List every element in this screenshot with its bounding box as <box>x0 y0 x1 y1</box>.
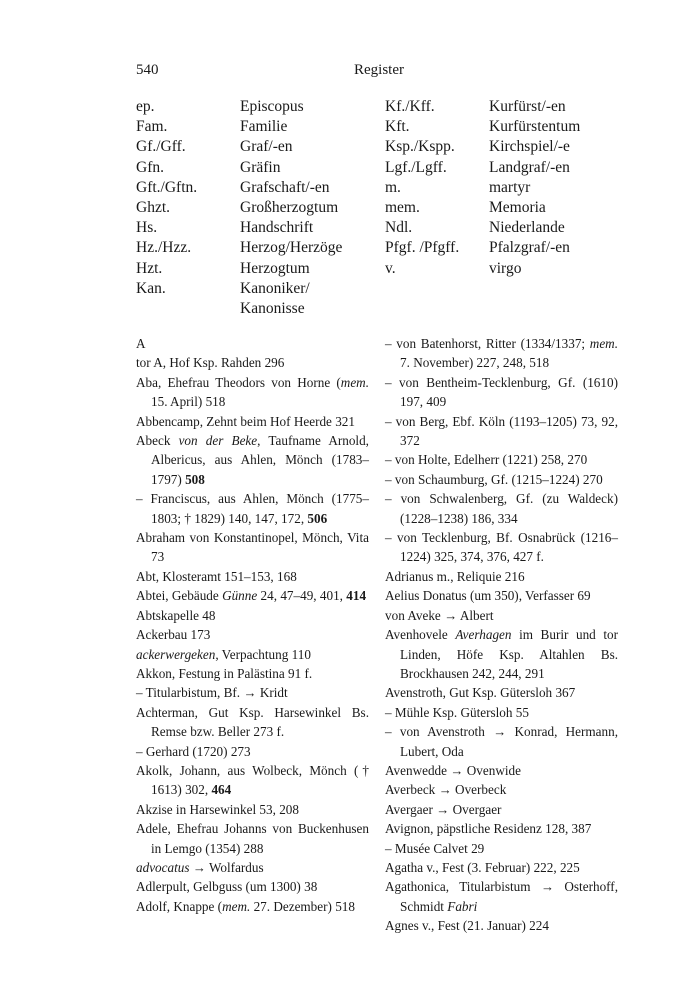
entry-text: Avergaer → Overgaer <box>385 801 502 817</box>
index-entry <box>385 528 618 567</box>
entry-text: Akolk, Johann, aus Wolbeck, Mönch († 1613) 302, <box>136 762 369 798</box>
entry-text: Abbencamp, Zehnt beim Hof Heerde 321 <box>136 413 355 429</box>
index-entry <box>136 703 369 742</box>
entry-text: , Taufname Arnold, Albericus, aus Ahlen, Mönch (1783–1797) <box>151 433 369 487</box>
abbreviation-row <box>136 97 342 117</box>
abbreviation-list-left <box>136 97 342 319</box>
entry-text: von der Beke <box>178 433 258 449</box>
entry-text: mem. <box>340 374 369 390</box>
entry-text: – von Bentheim-Tecklenburg, Gf. (1610) 197, 409 <box>385 374 618 410</box>
abbreviation-meaning: Herzogtum <box>240 259 310 277</box>
entry-text: Akzise in Harsewinkel 53, 208 <box>136 801 299 817</box>
index-entry <box>385 412 618 451</box>
entry-text: advocatus <box>136 859 190 875</box>
abbreviation: Hzt. <box>136 259 163 277</box>
index-entry <box>385 470 618 489</box>
index-entry <box>136 761 369 800</box>
index-entry <box>136 877 369 896</box>
entry-text: Agathonica, Titularbistum → Osterhoff, Schmidt <box>385 879 618 914</box>
index-entry <box>385 334 618 373</box>
entry-text: – von Avenstroth → Konrad, Hermann, Lubert, Oda <box>385 724 618 759</box>
abbreviation-meaning: Kurfürst/-en <box>489 98 566 115</box>
abbreviation: Kan. <box>136 279 166 297</box>
index-entry <box>136 683 369 702</box>
entry-text: 414 <box>346 588 367 604</box>
abbreviation-row <box>385 238 580 258</box>
abbreviation-row <box>136 137 342 157</box>
index-entry <box>385 916 618 935</box>
entry-text: Abt, Klosteramt 151–153, 168 <box>136 568 297 584</box>
index-entry <box>136 373 369 412</box>
index-entry <box>385 450 618 469</box>
entry-text: 27. Dezember) 518 <box>250 898 355 914</box>
entry-text: – Franciscus, aus Ahlen, Mönch (1775–1803; † 1829) 140, 147, 172, <box>136 491 369 526</box>
index-entry <box>136 625 369 644</box>
index-entry <box>385 586 618 605</box>
abbreviation: Gf./Gff. <box>136 138 186 156</box>
abbreviation: mem. <box>385 198 420 216</box>
abbreviation-meaning: Großherzogtum <box>240 198 339 216</box>
entry-text: mem. <box>222 898 251 914</box>
abbreviation: Lgf./Lgff. <box>385 158 447 176</box>
index-entry <box>136 664 369 683</box>
abbreviation-meaning: Kirchspiel/-e <box>489 138 570 156</box>
abbreviation: Ghzt. <box>136 198 171 216</box>
index-entry <box>385 819 618 838</box>
abbreviation-meaning: Gräfin <box>240 158 281 176</box>
entry-text: Abtei, Gebäude <box>136 588 223 604</box>
entry-text: Ackerbau 173 <box>136 627 211 643</box>
entry-text: Averbeck → Overbeck <box>385 782 507 798</box>
entry-text: – von Batenhorst, Ritter (1334/1337; <box>385 336 590 351</box>
abbreviation-row <box>385 259 580 279</box>
abbreviation: ep. <box>136 98 155 115</box>
index-entry <box>385 489 618 528</box>
entry-text: – Mühle Ksp. Gütersloh 55 <box>385 704 529 720</box>
abbreviation-meaning: Herzog/Herzöge <box>240 239 343 257</box>
abbreviation-row <box>385 198 580 218</box>
abbreviation: Gfn. <box>136 158 164 176</box>
abbreviation-row <box>136 279 342 299</box>
index-entry <box>136 489 369 528</box>
abbreviation-row <box>136 259 342 279</box>
abbreviation-row <box>136 178 342 198</box>
entry-text: 464 <box>211 782 232 798</box>
entry-text: Abeck <box>136 433 179 449</box>
abbreviation-row <box>136 299 342 319</box>
entry-text: – von Holte, Edelherr (1221) 258, 270 <box>385 452 588 468</box>
entry-text: Avignon, päpstliche Residenz 128, 387 <box>385 821 592 837</box>
entry-text: – von Berg, Ebf. Köln (1193–1205) 73, 92, 372 <box>385 413 618 449</box>
index-entry <box>385 800 618 819</box>
index-entry <box>385 761 618 780</box>
entry-text: tor A, Hof Ksp. Rahden 296 <box>136 355 285 371</box>
index-entry <box>385 683 618 702</box>
index-column-left <box>136 334 369 916</box>
entry-text: 15. April) 518 <box>151 394 226 410</box>
abbreviation-meaning: Graf/-en <box>240 138 293 156</box>
entry-text: – Gerhard (1720) 273 <box>136 743 251 759</box>
abbreviation-meaning: Kanoniker/ <box>240 279 310 297</box>
index-entry <box>136 586 369 605</box>
entry-text: , Verpachtung 110 <box>215 646 311 662</box>
index-entry <box>136 528 369 567</box>
entry-text: Adlerpult, Gelbguss (um 1300) 38 <box>136 879 318 895</box>
abbreviation-row <box>385 178 580 198</box>
abbreviation-list-right <box>385 97 580 279</box>
entry-text: Adele, Ehefrau Johanns von Buckenhusen in Lemgo (1354) 288 <box>136 821 369 856</box>
index-entry <box>136 819 369 858</box>
entry-text: Adolf, Knappe ( <box>136 898 223 914</box>
entry-text: – von Schwalenberg, Gf. (zu Waldeck) (1228–1238) 186, 334 <box>385 491 618 526</box>
abbreviation: Gft./Gftn. <box>136 178 198 196</box>
entry-text: 508 <box>185 471 205 487</box>
abbreviation-meaning: Familie <box>240 118 288 136</box>
index-column-right <box>385 334 618 936</box>
entry-text: Achterman, Gut Ksp. Harsewinkel Bs. Remse bzw. Beller 273 f. <box>136 704 369 740</box>
index-entry <box>136 431 369 489</box>
abbreviation-row <box>136 198 342 218</box>
abbreviation-row <box>385 137 580 157</box>
entry-text: im Burir und tor Linden, Höfe Ksp. Altahlen Bs. Brockhausen 242, 244, 291 <box>400 627 618 681</box>
index-entry <box>136 412 369 431</box>
abbreviation-row <box>136 117 342 137</box>
index-entry <box>385 780 618 799</box>
abbreviation-row <box>385 218 580 238</box>
entry-text: – Titularbistum, Bf. → Kridt <box>136 685 288 701</box>
entry-text: – Musée Calvet 29 <box>385 840 485 856</box>
index-entry <box>385 858 618 877</box>
abbreviation-meaning: virgo <box>489 259 522 277</box>
abbreviation: Ksp./Kspp. <box>385 138 455 156</box>
abbreviation: v. <box>385 259 396 277</box>
index-entry <box>385 567 618 586</box>
abbreviation-row <box>136 218 342 238</box>
index-entry <box>136 645 369 664</box>
index-entry <box>385 625 618 683</box>
abbreviation: Pfgf. /Pfgff. <box>385 239 460 257</box>
index-entry <box>136 897 369 916</box>
abbreviation-row <box>385 117 580 137</box>
abbreviation-meaning: Niederlande <box>489 219 565 237</box>
index-entry <box>136 742 369 761</box>
abbreviation-meaning: Memoria <box>489 198 546 216</box>
abbreviation: Fam. <box>136 118 168 136</box>
entry-text: Agnes v., Fest (21. Januar) 224 <box>385 918 549 934</box>
index-entry <box>136 567 369 586</box>
abbreviation-meaning: Grafschaft/-en <box>240 178 330 196</box>
index-entry <box>136 353 369 372</box>
abbreviation: Hs. <box>136 219 158 237</box>
entry-text: Abraham von Konstantinopel, Mönch, Vita 73 <box>136 530 369 565</box>
abbreviation-meaning: martyr <box>489 178 531 196</box>
abbreviation-row <box>136 238 342 258</box>
entry-text: 24, 47–49, 401, <box>257 588 347 604</box>
entry-text: Fabri <box>447 898 478 914</box>
entry-text: Günne <box>222 588 258 604</box>
entry-text: – von Schaumburg, Gf. (1215–1224) 270 <box>385 471 603 487</box>
abbreviation-meaning: Kanonisse <box>240 299 305 317</box>
entry-text: – von Tecklenburg, Bf. Osnabrück (1216–1224) 325, 374, 376, 427 f. <box>385 530 618 565</box>
index-entry <box>385 722 618 761</box>
abbreviation-meaning: Kurfürstentum <box>489 118 581 136</box>
running-title: Register <box>354 62 404 78</box>
abbreviation: Kft. <box>385 118 410 136</box>
entry-text: Aba, Ehefrau Theodors von Horne ( <box>136 374 341 390</box>
abbreviation-row <box>385 97 580 117</box>
entry-text: von Aveke → Albert <box>385 607 494 623</box>
abbreviation-meaning: Pfalzgraf/-en <box>489 239 570 257</box>
entry-text: ackerwergeken <box>136 646 216 662</box>
index-entry <box>136 606 369 625</box>
index-entry <box>385 877 618 916</box>
entry-text: Adrianus m., Reliquie 216 <box>385 568 525 584</box>
entry-text: Aelius Donatus (um 350), Verfasser 69 <box>385 588 591 604</box>
abbreviation-row <box>136 158 342 178</box>
abbreviation: Kf./Kff. <box>385 98 435 115</box>
abbreviation-row <box>385 158 580 178</box>
abbreviation: Ndl. <box>385 219 413 237</box>
entry-text: Averhagen <box>455 627 512 643</box>
entry-text: Abtskapelle 48 <box>136 607 216 623</box>
abbreviation: Hz./Hzz. <box>136 239 192 257</box>
entry-text: mem. <box>589 336 618 351</box>
index-entry <box>385 606 618 625</box>
index-entry <box>136 858 369 877</box>
entry-text: → Wolfardus <box>189 859 264 875</box>
entry-text: Akkon, Festung in Palästina 91 f. <box>136 665 313 681</box>
index-entry <box>136 800 369 819</box>
abbreviation-meaning: Landgraf/-en <box>489 158 570 176</box>
entry-text: 506 <box>307 510 328 526</box>
index-entry <box>385 703 618 722</box>
abbreviation-meaning: Episcopus <box>240 98 304 115</box>
entry-text: 7. November) 227, 248, 518 <box>400 355 550 371</box>
index-entry <box>385 373 618 412</box>
entry-text: Agatha v., Fest (3. Februar) 222, 225 <box>385 859 580 875</box>
entry-text: Avenwedde → Ovenwide <box>385 762 521 778</box>
entry-text: Avenhovele <box>385 627 456 643</box>
entry-text: Avenstroth, Gut Ksp. Gütersloh 367 <box>385 685 576 701</box>
page-number: 540 <box>136 62 159 78</box>
abbreviation: m. <box>385 178 401 196</box>
index-entry <box>385 839 618 858</box>
abbreviation-meaning: Handschrift <box>240 219 314 237</box>
section-letter: A <box>136 336 146 351</box>
